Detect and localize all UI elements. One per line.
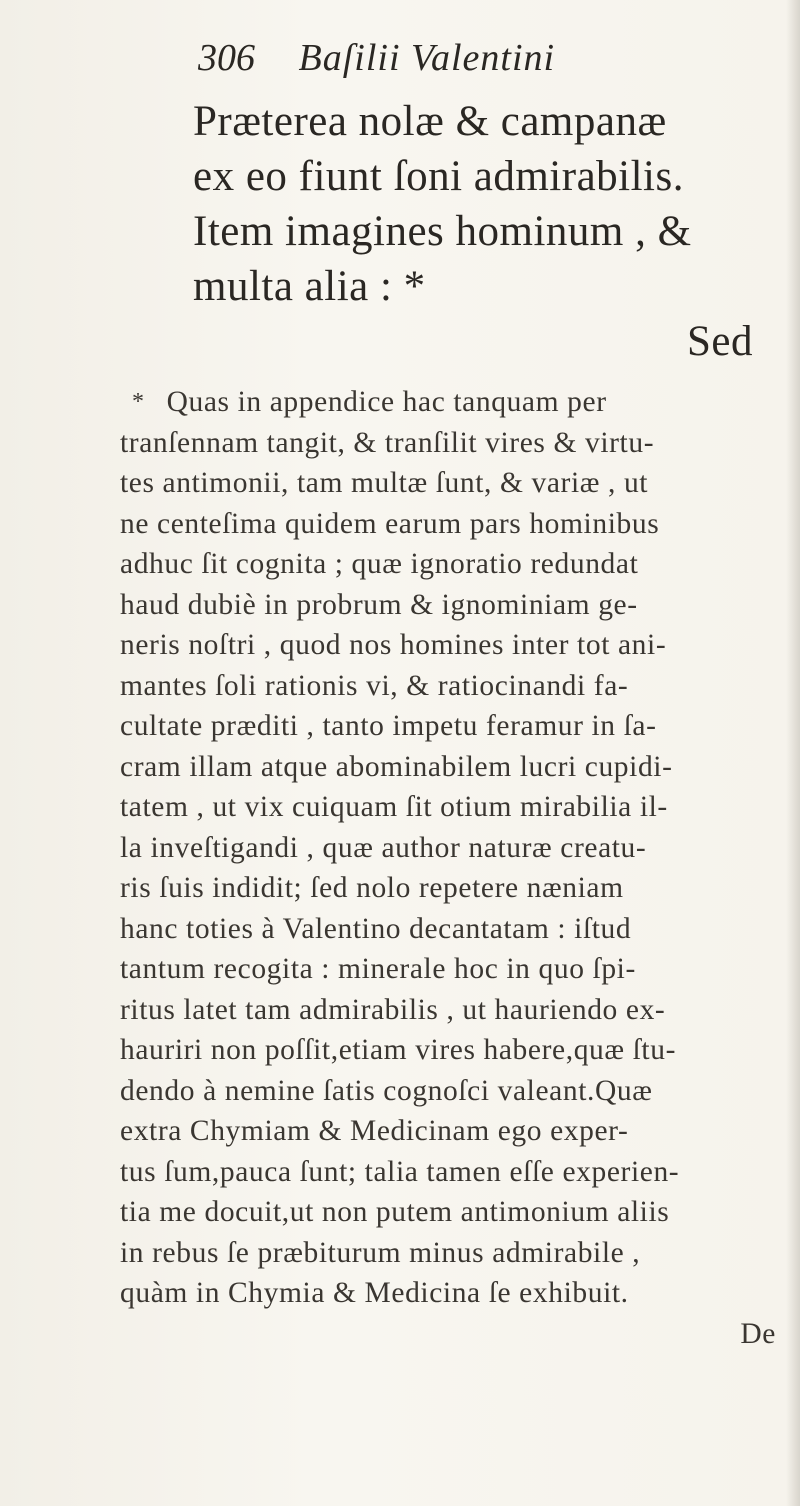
footnote-line: hauriri non poſſit,etiam vires habere,quæ ſtu- — [120, 1034, 677, 1066]
footnote-line: ris ſuis indidit; ſed nolo repetere næniam — [120, 872, 624, 904]
footnote-line: ritus latet tam admirabilis , ut hauriendo ex- — [120, 993, 666, 1026]
footnote-block — [120, 382, 790, 1354]
footnote-line: extra Chymiam & Medicinam ego exper- — [120, 1115, 629, 1147]
footnote-line: cultate præditi , tanto impetu feramur in ſa- — [120, 710, 657, 742]
footnote-line: tatem , ut vix cuiquam ſit otium mirabilia il- — [120, 791, 668, 823]
footnote-line: mantes ſoli rationis vi, & ratiocinandi fa- — [120, 669, 629, 702]
footnote-line: hanc toties à Valentino decantatam : iſtud — [120, 912, 632, 945]
footnote-line: dendo à nemine ſatis cognoſci valeant.Quæ — [120, 1074, 653, 1107]
page-number: 306 — [198, 37, 255, 79]
footnote-line: Quas in appendice hac tanquam per — [166, 386, 607, 418]
main-text-line: multa alia : * — [193, 263, 426, 310]
footnote-catchword: De — [740, 1317, 776, 1350]
footnote-line: cram illam atque abominabilem lucri cupidi- — [120, 750, 673, 783]
footnote-line: tus ſum,pauca ſunt; talia tamen eſſe experien- — [120, 1155, 680, 1188]
footnote-line: tia me docuit,ut non putem antimonium aliis — [120, 1196, 670, 1228]
footnote-first-line — [120, 382, 790, 423]
main-text-block — [193, 94, 783, 369]
footnote-line: quàm in Chymia & Medicina ſe exhibuit. — [120, 1277, 629, 1309]
footnote-line: ne centeſima quidem earum pars hominibus — [120, 507, 660, 540]
footnote-line: neris noſtri , quod nos homines inter tot ani- — [120, 629, 667, 661]
footnote-line: tantum recogita : minerale hoc in quo ſpi- — [120, 953, 636, 985]
running-head — [198, 36, 555, 80]
running-title: Baſilii Valentini — [298, 37, 556, 79]
main-catchword: Sed — [687, 318, 753, 365]
footnote-line: in rebus ſe præbiturum minus admirabile , — [120, 1236, 641, 1269]
main-text-line: ex eo fiunt ſoni admirabilis. — [193, 153, 684, 200]
footnote-marker: * — [132, 389, 145, 415]
main-text-line: Præterea nolæ & campanæ — [193, 98, 667, 145]
main-text-line: Item imagines hominum , & — [193, 208, 692, 255]
footnote-line: la inveſtigandi , quæ author naturæ creatu- — [120, 831, 647, 864]
footnote-line: tranſennam tangit, & tranſilit vires & virtu- — [120, 426, 655, 459]
footnote-line: haud dubiè in probrum & ignominiam ge- — [120, 588, 638, 621]
footnote-line: tes antimonii, tam multæ ſunt, & variæ , ut — [120, 467, 649, 499]
footnote-line: adhuc ſit cognita ; quæ ignoratio redundat — [120, 548, 639, 580]
